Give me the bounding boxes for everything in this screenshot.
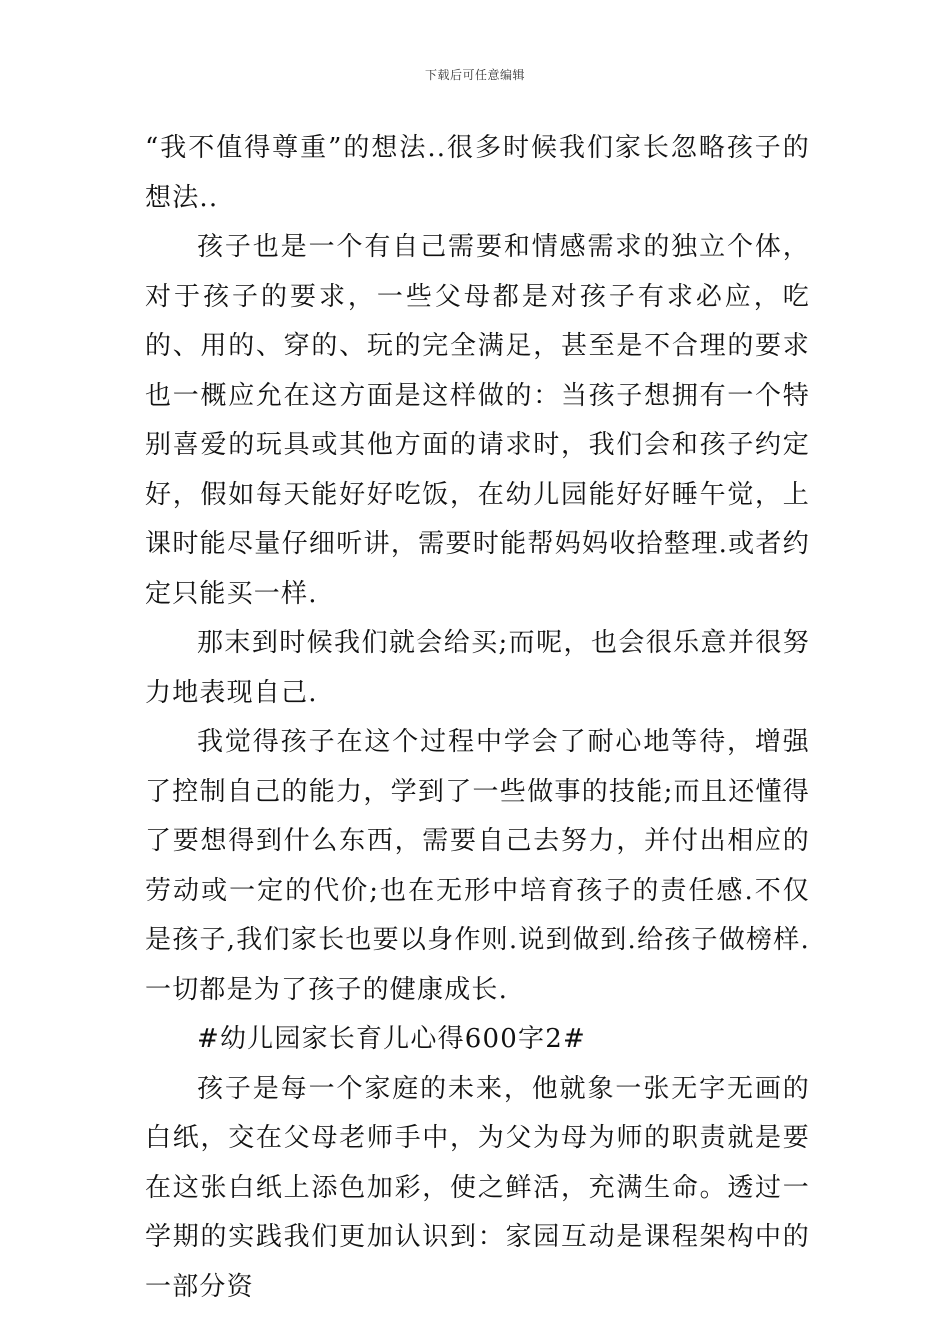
page-header: 下载后可任意编辑: [424, 68, 525, 82]
paragraph-3: 那末到时候我们就会给买;而呢，也会很乐意并很努力地表现自己.: [145, 628, 810, 708]
paragraph-2: 孩子也是一个有自己需要和情感需求的独立个体，对于孩子的要求，一些父母都是对孩子有求必应，吃的、用的、穿的、玩的完全满足，甚至是不合理的要求也一概应允在这方面是这样做的：当孩子想拥有一个特别喜爱的玩具或其他方面的请求时，我们会和孩子约定好，假如每天能好好吃饭，在幼儿园能好好睡午觉，上课时能尽量仔细听讲，需要时能帮妈妈收拾整理.或者约定只能买一样.: [145, 232, 810, 609]
section-heading: #幼儿园家长育儿心得600字2#: [197, 1024, 586, 1054]
paragraph-4: 我觉得孩子在这个过程中学会了耐心地等待，增强了控制自己的能力，学到了一些做事的技能;而且还懂得了要想得到什么东西，需要自己去努力，并付出相应的劳动或一定的代价;也在无形中培育孩子的责任感.不仅是孩子,我们家长也要以身作则.说到做到.给孩子做榜样.一切都是为了孩子的健康成长.: [145, 727, 810, 1005]
paragraph-5: 孩子是每一个家庭的未来，他就象一张无字无画的白纸，交在父母老师手中，为父为母为师的职责就是要在这张白纸上添色加彩，使之鲜活，充满生命。透过一学期的实践我们更加认识到：家园互动是课程架构中的一部分资: [145, 1073, 810, 1302]
paragraph-1: “我不值得尊重”的想法..很多时候我们家长忽略孩子的想法..: [145, 133, 810, 213]
document-body: [145, 124, 810, 1312]
